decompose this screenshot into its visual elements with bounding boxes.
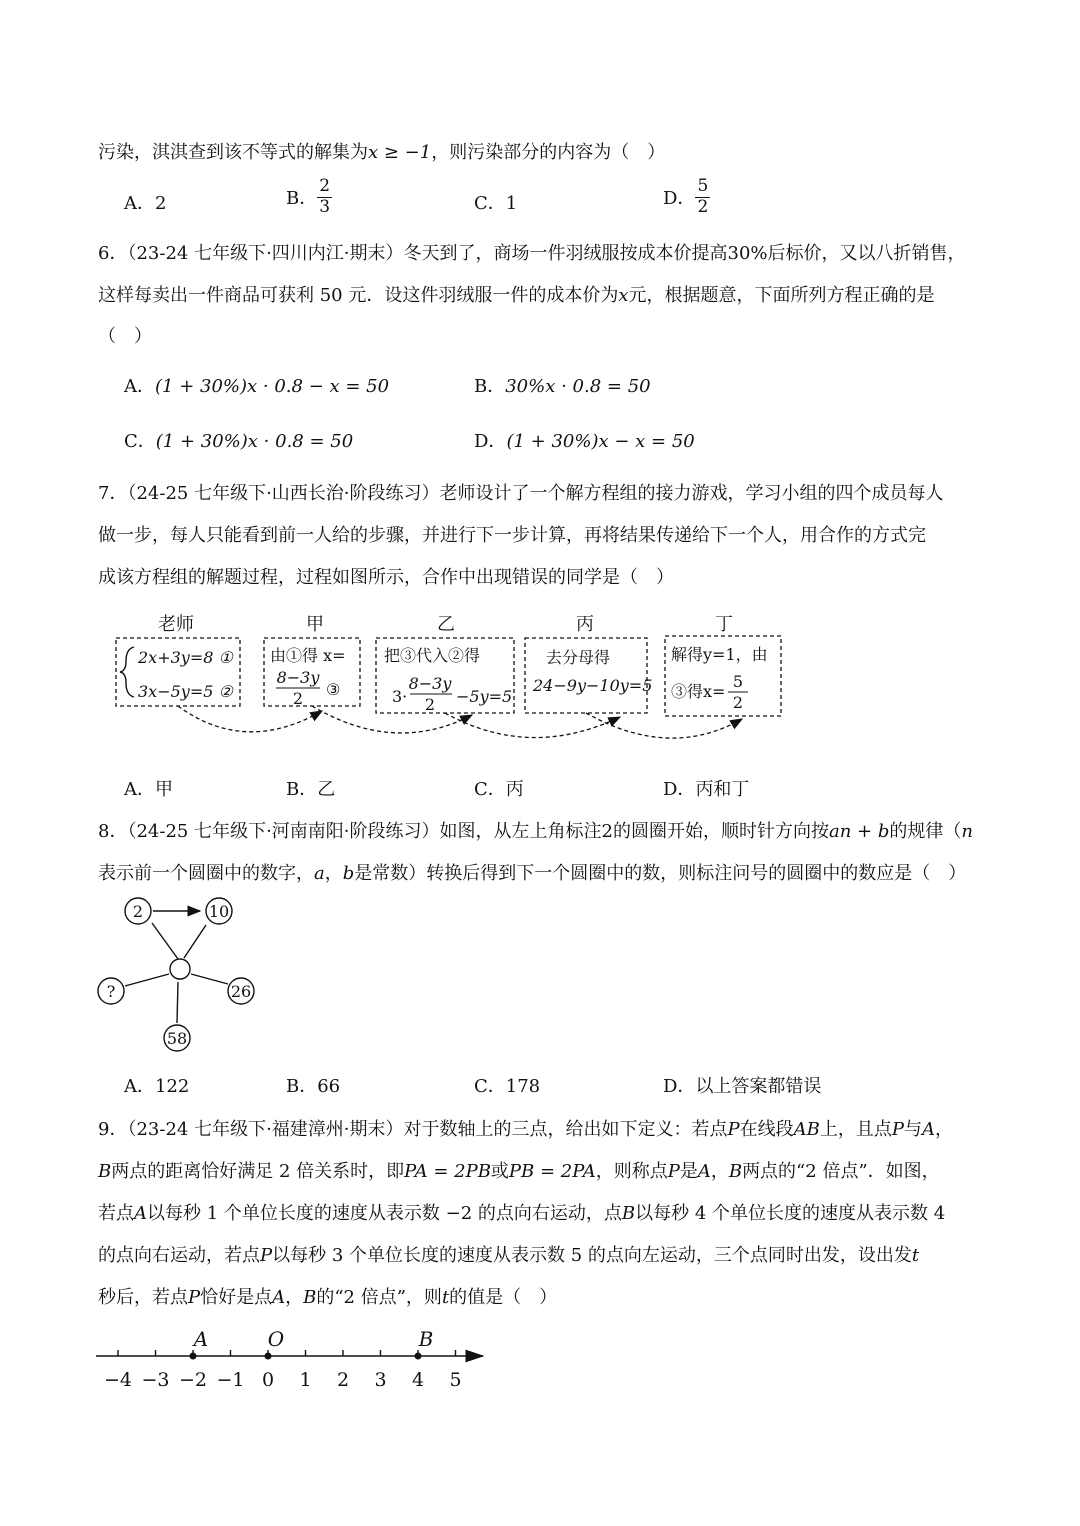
center-circle xyxy=(170,959,190,979)
q9-text: 9．（23-24 七年级下·福建漳州·期末）对于数轴上的三点，给出如下定义：若点 xyxy=(98,1119,728,1140)
axis-tick-label: −3 xyxy=(141,1369,170,1391)
q6-option-b[interactable] xyxy=(474,372,651,398)
yi-line1: 把③代入②得 xyxy=(384,646,481,665)
q5-solution-expr: x ≥ −1 xyxy=(368,142,432,163)
q8-option-a[interactable] xyxy=(124,1072,189,1098)
option-letter: B． xyxy=(474,376,506,397)
option-value: 1 xyxy=(505,193,518,214)
arrow-1 xyxy=(178,706,322,732)
q7-stem-line2: 做一步，每人只能看到前一人给的步骤，并进行下一步计算，再将结果传递给下一个人，用合作的方式完 xyxy=(98,525,926,546)
option-value: 以上答案都错误 xyxy=(695,1076,822,1097)
q9-text: 两点的“2 倍点”．如图， xyxy=(742,1161,940,1182)
q6-stem-line1: 6．（23-24 七年级下·四川内江·期末）冬天到了，商场一件羽绒服按成本价提高30%后标价，又以八折销售， xyxy=(98,243,966,264)
q9-text: 秒后，若点 xyxy=(98,1287,188,1308)
yi-numerator: 8−3y xyxy=(408,674,452,693)
q8-option-b[interactable] xyxy=(286,1072,340,1098)
q8-text-f: 是常数）转换后得到下一个圆圈中的数，则标注问号的圆圈中的数应是（ ） xyxy=(354,863,967,884)
option-expr: 30%x · 0.8 = 50 xyxy=(505,376,651,397)
option-letter: A． xyxy=(124,779,155,800)
circle-label-10: 10 xyxy=(208,902,230,921)
q7-option-d[interactable] xyxy=(663,775,749,801)
q7-option-a[interactable] xyxy=(124,775,173,801)
teacher-eq1: 2x+3y=8 ① xyxy=(138,648,233,667)
axis-tick-label: 0 xyxy=(261,1369,275,1391)
var-B: B xyxy=(98,1161,112,1182)
q8-start-number: 2 xyxy=(601,821,613,842)
q9-stem-line4 xyxy=(98,1241,919,1267)
option-value: 178 xyxy=(505,1076,541,1097)
point-O xyxy=(265,1353,272,1360)
var-P: P xyxy=(727,1119,740,1140)
q9-text: 与 xyxy=(904,1119,922,1140)
option-letter: A． xyxy=(124,193,155,214)
arrow-2 xyxy=(312,706,472,733)
option-value: 丙和丁 xyxy=(695,779,750,800)
head-bing: 丙 xyxy=(576,614,594,635)
option-letter: C． xyxy=(474,1076,506,1097)
q8-option-d[interactable] xyxy=(663,1072,821,1098)
q5-stem xyxy=(98,138,665,164)
q9-text: 两点的距离恰好满足 2 倍关系时，即 xyxy=(111,1161,405,1182)
option-letter: A． xyxy=(124,1076,155,1097)
head-ding: 丁 xyxy=(715,614,733,635)
point-label-B: B xyxy=(418,1327,434,1351)
q8-option-c[interactable] xyxy=(474,1072,540,1098)
ding-line2: ③得x= xyxy=(671,682,726,701)
q9-text: 的“2 倍点”，则 xyxy=(316,1287,442,1308)
q8-stem-line2 xyxy=(98,859,966,885)
circle-label-question: ? xyxy=(106,982,116,1001)
q9-text: 的值是（ ） xyxy=(449,1287,558,1308)
var-t: t xyxy=(911,1245,920,1266)
point-label-A: A xyxy=(193,1327,209,1351)
bing-line2: 24−9y−10y=5 xyxy=(533,676,653,695)
ding-numerator: 5 xyxy=(732,672,744,691)
fraction-numerator: 5 xyxy=(697,176,709,196)
axis-tick-label: 2 xyxy=(336,1369,350,1391)
bing-line1: 去分母得 xyxy=(546,648,611,667)
q9-eq1: PA = 2PB xyxy=(404,1161,491,1182)
fraction-denominator: 2 xyxy=(697,196,709,217)
q8-text-c: 的圆圈开始，顺时针方向按 xyxy=(612,821,829,842)
option-value: 甲 xyxy=(155,779,173,800)
q8-text-a: 8．（24-25 七年级下·河南南阳·阶段练习）如图，从左上角标注 xyxy=(98,821,602,842)
q6-option-c[interactable] xyxy=(124,427,353,453)
fraction-denominator: 3 xyxy=(319,196,331,217)
q6-text-a: 这样每卖出一件商品可获利 50 元．设这件羽绒服一件的成本价为 xyxy=(98,285,619,306)
point-A xyxy=(190,1353,197,1360)
var-A: A xyxy=(134,1203,147,1224)
q9-text: ，则称点 xyxy=(595,1161,668,1182)
var-n: n xyxy=(961,821,973,842)
var-a: a xyxy=(314,863,325,884)
var-AB: AB xyxy=(793,1119,820,1140)
q9-text: ， xyxy=(935,1119,953,1140)
q9-text: 是 xyxy=(679,1161,698,1182)
var-A: A xyxy=(697,1161,711,1182)
q8-stem-line1 xyxy=(98,817,973,843)
axis-tick-label: 4 xyxy=(411,1369,425,1391)
var-x: x xyxy=(618,285,629,306)
number-line xyxy=(0,1320,560,1400)
q6-text-b: 元，根据题意，下面所列方程正确的是 xyxy=(628,285,935,306)
fraction xyxy=(317,177,332,217)
jia-mark: ③ xyxy=(326,680,341,699)
axis-tick-label: 5 xyxy=(449,1369,462,1391)
q6-stem-line2 xyxy=(98,281,935,307)
option-letter: D． xyxy=(474,431,507,452)
option-expr: (1 + 30%)x · 0.8 = 50 xyxy=(155,431,354,452)
q9-text: 恰好是点 xyxy=(200,1287,273,1308)
option-letter: A． xyxy=(124,376,155,397)
var-B: B xyxy=(728,1161,743,1182)
q7-option-b[interactable] xyxy=(286,775,335,801)
jia-line1: 由①得 x= xyxy=(270,646,346,665)
q8-text-e: 表示前一个圆圈中的数字， xyxy=(98,863,314,884)
var-t: t xyxy=(441,1287,450,1308)
q9-text: 上，且点 xyxy=(819,1119,892,1140)
q9-eq2: PB = 2PA xyxy=(508,1161,596,1182)
q8-comma: ， xyxy=(324,863,343,884)
axis-tick-label: 1 xyxy=(299,1369,312,1391)
point-label-O: O xyxy=(267,1327,285,1351)
circle-label-58: 58 xyxy=(166,1029,188,1048)
var-b: b xyxy=(342,863,355,884)
q5-option-d[interactable] xyxy=(663,177,710,217)
yi-denominator: 2 xyxy=(424,695,436,714)
var-A: A xyxy=(272,1287,286,1308)
q9-text: 以每秒 1 个单位长度的速度从表示数 −2 的点向右运动，点 xyxy=(147,1203,622,1224)
brace-icon xyxy=(120,647,134,697)
q9-text: 的点向右运动，若点 xyxy=(98,1245,260,1266)
option-letter: D． xyxy=(663,1076,696,1097)
q9-stem-line1 xyxy=(98,1115,953,1141)
q5-option-c[interactable] xyxy=(474,189,517,215)
var-P: P xyxy=(891,1119,904,1140)
jia-denominator: 2 xyxy=(292,689,304,708)
var-P: P xyxy=(667,1161,680,1182)
q7-option-c[interactable] xyxy=(474,775,524,801)
q9-text: ， xyxy=(710,1161,729,1182)
q5-option-a[interactable] xyxy=(124,189,166,215)
circle-diagram xyxy=(0,890,400,1060)
option-letter: B． xyxy=(286,188,318,210)
head-yi: 乙 xyxy=(437,614,455,635)
ding-line1: 解得y=1，由 xyxy=(671,645,768,664)
axis-tick-label: −2 xyxy=(178,1369,208,1391)
option-letter: C． xyxy=(124,431,156,452)
q5-option-b[interactable] xyxy=(286,177,332,217)
option-letter: C． xyxy=(474,193,506,214)
yi-postfix: −5y=5 xyxy=(456,687,513,706)
option-letter: D． xyxy=(663,779,696,800)
option-value: 66 xyxy=(317,1076,341,1097)
option-value: 122 xyxy=(155,1076,190,1097)
option-letter: D． xyxy=(663,188,696,210)
fraction xyxy=(695,177,710,217)
ding-denominator: 2 xyxy=(732,693,744,712)
q5-text-b: ，则污染部分的内容为（ ） xyxy=(431,142,666,163)
relay-diagram xyxy=(0,605,1080,755)
q6-option-d[interactable] xyxy=(474,427,695,453)
option-value: 乙 xyxy=(317,779,336,800)
q9-stem-line3 xyxy=(98,1199,945,1225)
head-jia: 甲 xyxy=(306,614,324,635)
q9-text: 以每秒 4 个单位长度的速度从表示数 4 xyxy=(635,1203,946,1224)
q6-option-a[interactable] xyxy=(124,372,389,398)
head-teacher: 老师 xyxy=(158,614,194,635)
axis-tick-label: −4 xyxy=(103,1369,133,1391)
q5-text-a: 污染，淇淇查到该不等式的解集为 xyxy=(98,142,368,163)
option-value: 丙 xyxy=(505,779,524,800)
yi-prefix: 3· xyxy=(392,687,408,706)
axis-tick-label: −1 xyxy=(216,1369,245,1391)
q9-text: 若点 xyxy=(98,1203,134,1224)
option-expr: (1 + 30%)x − x = 50 xyxy=(506,431,695,452)
option-letter: B． xyxy=(286,1076,318,1097)
var-B: B xyxy=(303,1287,317,1308)
option-letter: B． xyxy=(286,779,318,800)
q9-stem-line5 xyxy=(98,1283,557,1309)
var-P: P xyxy=(260,1245,273,1266)
q9-text: 或 xyxy=(490,1161,509,1182)
arrow-4 xyxy=(586,713,742,738)
q8-text-d: 的规律（ xyxy=(889,821,962,842)
var-A: A xyxy=(922,1119,935,1140)
q9-text: 在线段 xyxy=(739,1119,794,1140)
teacher-eq2: 3x−5y=5 ② xyxy=(138,682,233,701)
q9-text: ， xyxy=(285,1287,304,1308)
fraction-numerator: 2 xyxy=(319,176,331,196)
option-value: 2 xyxy=(155,193,167,214)
option-letter: C． xyxy=(474,779,506,800)
q9-text: 以每秒 3 个单位长度的速度从表示数 5 的点向左运动，三个点同时出发，设出发 xyxy=(272,1245,912,1266)
option-expr: (1 + 30%)x · 0.8 − x = 50 xyxy=(155,376,390,397)
q6-stem-line3: （ ） xyxy=(98,326,152,347)
q9-stem-line2 xyxy=(98,1157,940,1183)
var-P: P xyxy=(188,1287,201,1308)
point-B xyxy=(415,1353,422,1360)
q7-stem-line3: 成该方程组的解题过程，过程如图所示，合作中出现错误的同学是（ ） xyxy=(98,567,674,588)
circle-label-2: 2 xyxy=(132,902,144,921)
var-B: B xyxy=(621,1203,636,1224)
axis-tick-label: 3 xyxy=(374,1369,387,1391)
q7-stem-line1: 7．（24-25 七年级下·山西长治·阶段练习）老师设计了一个解方程组的接力游戏，学习小组的四个成员每人 xyxy=(98,483,944,504)
q8-rule-expr: an + b xyxy=(828,821,890,842)
jia-numerator: 8−3y xyxy=(276,668,320,687)
circle-label-26: 26 xyxy=(230,982,252,1001)
